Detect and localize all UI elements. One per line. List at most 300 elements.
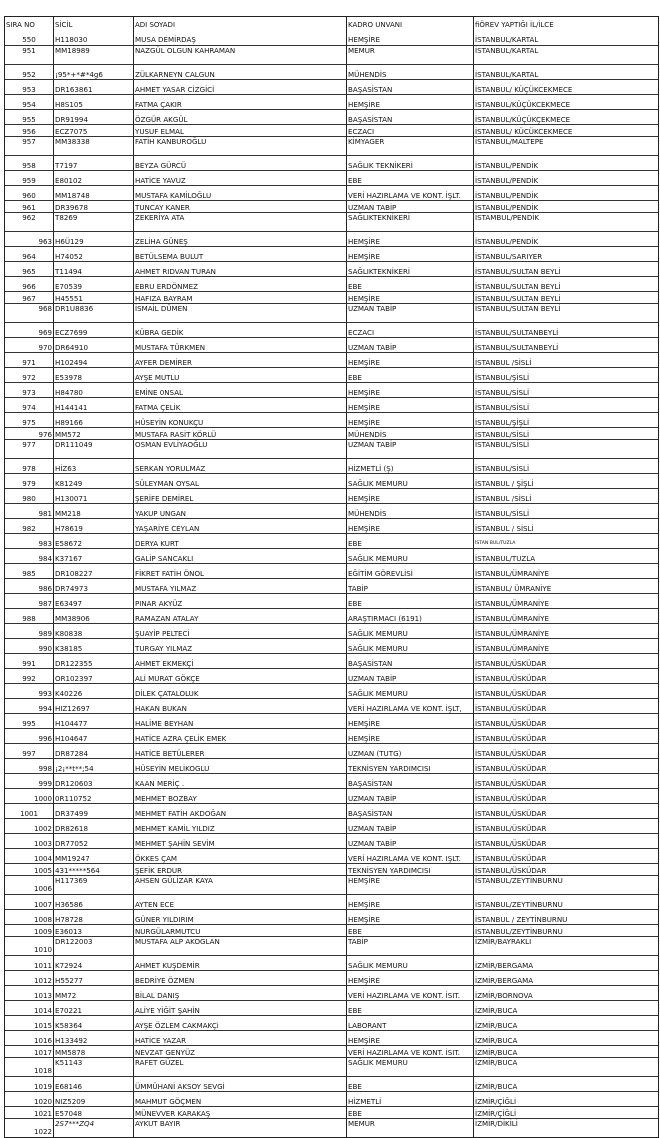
cell-kadro-unvani: UZMAN (TUTG) (346, 744, 473, 758)
cell-kadro-unvani: UZMAN TABİP (346, 338, 473, 352)
table-row (5, 1076, 658, 1091)
cell-sira-no: 976 (38, 430, 52, 439)
cell-gorev-yeri: İSTANBUL/ZEYTİNBURNU (473, 876, 658, 894)
table-row (5, 773, 658, 788)
table-row (5, 412, 658, 427)
cell-kadro-unvani: ARAŞTIRMACI (6191) (346, 609, 473, 623)
cell-sira-no: 994 (38, 704, 52, 713)
cell-gorev-yeri: İZMİR/BUCA (473, 1077, 658, 1091)
cell-sicil: H117369 (53, 876, 133, 894)
table-row (5, 833, 658, 848)
cell-sicil: MM18989 (53, 46, 133, 64)
cell-kadro-unvani: KİMYAGER (346, 137, 473, 155)
cell-gorev-yeri: İSTANBUL/ ÜMRANİYE (473, 579, 658, 593)
cell-sira-no: 954 (22, 100, 36, 109)
cell-sicil: MM38338 (53, 137, 133, 155)
cell-kadro-unvani: VERİ HAZIRLAMA VE KONT. İŞLT, (346, 699, 473, 713)
cell-kadro-unvani: UZMAN TABİP (346, 440, 473, 458)
cell-gorev-yeri: İSTANBUL/SULTAN BEYLİ (473, 277, 658, 291)
cell-sicil: H84780 (53, 383, 133, 397)
cell-kadro-unvani: VERİ HAZIRLAMA VE KONT. IŞLT. (346, 849, 473, 863)
table-row (5, 473, 658, 488)
table-row (5, 683, 658, 698)
cell-sira-no: 953 (22, 85, 36, 94)
table-row (5, 970, 658, 985)
cell-kadro-unvani: SAĞLIK MEMURU (346, 956, 473, 970)
cell-kadro-unvani: HİZMETLİ (346, 1092, 473, 1106)
cell-sira-no: 998 (38, 764, 52, 773)
cell-sicil: DR39678 (53, 201, 133, 212)
cell-gorev-yeri: İSTANBUL/ÜSKÜDAR (473, 669, 658, 683)
cell-gorev-yeri: İZMİR/BUCA (473, 1046, 658, 1057)
cell-sira-no: 964 (22, 252, 36, 261)
cell-gorev-yeri: İZMİR/BUCA (473, 1001, 658, 1015)
cell-adi-soyadi: ŞERİFE DEMİREL (133, 489, 346, 503)
cell-sira-no (5, 876, 53, 894)
cell-kadro-unvani: EBE (346, 1001, 473, 1015)
cell-kadro-unvani: HEMŞİRE (346, 383, 473, 397)
table-row (5, 788, 658, 803)
cell-adi-soyadi: ÖZGÜR AKGÜL (133, 110, 346, 124)
table-row (5, 322, 658, 337)
cell-gorev-yeri: İSTANBUL/MALTEPE (473, 137, 658, 155)
cell-gorev-yeri: İSTANBUL/SULTAN BEYLİ (473, 304, 658, 322)
cell-kadro-unvani: VERİ HAZIRLAMA VE KONT. İŞLT. (346, 186, 473, 200)
cell-gorev-yeri: İSTAN BUL/TUZLA (473, 534, 658, 548)
cell-adi-soyadi: AYTEN ECE (133, 895, 346, 909)
cell-adi-soyadi: FATMA ÇELİK (133, 398, 346, 412)
cell-gorev-yeri: İZMİR/BAYRAKLI (473, 937, 658, 955)
cell-gorev-yeri: İSTANBUL/SULTAN BEYLİ (473, 262, 658, 276)
cell-adi-soyadi: MEHMET KAMİL YILDIZ (133, 819, 346, 833)
cell-adi-soyadi: AHMET KUŞDEMİR (133, 956, 346, 970)
cell-gorev-yeri: İSTANBUL/ÜMRANİYE (473, 609, 658, 623)
cell-kadro-unvani: EBE (346, 594, 473, 608)
cell-gorev-yeri: İSTANBUL/ÜSKÜDAR (473, 804, 658, 818)
cell-kadro-unvani: HEMŞİRE (346, 398, 473, 412)
cell-adi-soyadi: MUSTAFA ALP AKOGLAN (133, 937, 346, 955)
cell-adi-soyadi: ŞEFİK ERDUR (133, 864, 346, 875)
cell-adi-soyadi: YAŞARİYE CEYLAN (133, 519, 346, 533)
cell-kadro-unvani: TEKNİSYEN YARDIMCISI (346, 759, 473, 773)
cell-kadro-unvani: HEMŞİRE (346, 489, 473, 503)
cell-gorev-yeri: İSTANBUL/SULTANBEYLİ (473, 323, 658, 337)
cell-adi-soyadi: İSMAİL DÜMEN (133, 304, 346, 322)
cell-sicil: E58672 (53, 534, 133, 548)
cell-kadro-unvani: SAĞLIK MEMURU (346, 549, 473, 563)
cell-sicil: K80838 (53, 624, 133, 638)
cell-gorev-yeri: İSTANBUL/SİSLİ (473, 428, 658, 439)
row-number: 1010 (33, 945, 52, 954)
cell-kadro-unvani: BAŞASİSTAN (346, 804, 473, 818)
cell-sira-no: 1003 (33, 839, 52, 848)
cell-sira-no: 971 (22, 358, 36, 367)
cell-kadro-unvani: HEMŞİRE (346, 1031, 473, 1045)
table-row (5, 533, 658, 548)
cell-sicil: MM18748 (53, 186, 133, 200)
cell-kadro-unvani: HEMŞİRE (346, 729, 473, 743)
cell-sicil: 431*****564 (53, 864, 133, 875)
cell-gorev-yeri: İZMİR/ÇİĞLİ (473, 1092, 658, 1106)
cell-adi-soyadi: AHMET EKMEKÇİ (133, 654, 346, 668)
cell-sira-no: 1007 (33, 900, 52, 909)
table-row (5, 848, 658, 863)
cell-sicil: K51143 (53, 1058, 133, 1076)
cell-adi-soyadi: OSMAN EVLİYAOĞLU (133, 440, 346, 458)
cell-sira-no: 960 (22, 191, 36, 200)
row-number: 1022 (33, 1127, 52, 1136)
table-row (5, 488, 658, 503)
cell-kadro-unvani: EBE (346, 534, 473, 548)
cell-sicil: H8S105 (53, 95, 133, 109)
cell-sicil: DR74973 (53, 579, 133, 593)
cell-gorev-yeri: İSTANBUL/SİSLİ (473, 383, 658, 397)
cell-adi-soyadi: BİLAL DANIŞ (133, 986, 346, 1000)
cell-sira-no: 1012 (33, 976, 52, 985)
cell-adi-soyadi: KÜBRA GEDİK (133, 323, 346, 337)
cell-sicil: MM19247 (53, 849, 133, 863)
cell-gorev-yeri: İSTANBUL/ÜSKÜDAR (473, 744, 658, 758)
table-row (5, 578, 658, 593)
table-row (5, 1045, 658, 1057)
table-row (5, 728, 658, 743)
cell-kadro-unvani: SAĞLIK MEMURU (346, 474, 473, 488)
cell-kadro-unvani: UZMAN TABİP (346, 819, 473, 833)
cell-sira-no: 1021 (33, 1109, 52, 1118)
cell-kadro-unvani: MÜHENDİS (346, 428, 473, 439)
cell-sira-no: 961 (22, 203, 36, 212)
cell-sicil: H104647 (53, 729, 133, 743)
cell-sira-no: 979 (22, 479, 36, 488)
table-row (5, 936, 658, 955)
cell-gorev-yeri: İSTANBUL/PENDİK (473, 156, 658, 170)
cell-gorev-yeri: İSTANBUL/PENDİK (473, 232, 658, 246)
cell-kadro-unvani: UZMAN TABİP (346, 304, 473, 322)
cell-sicil: K72924 (53, 956, 133, 970)
header-gorev-yeri: fiÖREV YAPTIĞI İL/İLCE (473, 17, 658, 33)
cell-kadro-unvani: SAĞLIKTEKNİKERİ (346, 213, 473, 231)
cell-adi-soyadi: DİLEK ÇATALOLUK (133, 684, 346, 698)
cell-gorev-yeri: İSTANBUL/TUZLA (473, 549, 658, 563)
cell-sicil: H78728 (53, 910, 133, 924)
table-body (5, 33, 658, 1137)
cell-sira-no: 1013 (33, 991, 52, 1000)
table-row (5, 246, 658, 261)
cell-gorev-yeri: İSTANBUL/SULTANBEYLİ (473, 338, 658, 352)
cell-kadro-unvani: TABİP (346, 937, 473, 955)
cell-kadro-unvani: TABİP (346, 579, 473, 593)
cell-gorev-yeri: İSTANBUL / SİSLİ (473, 519, 658, 533)
cell-adi-soyadi: DERYA KURT (133, 534, 346, 548)
cell-sira-no: 1019 (33, 1082, 52, 1091)
cell-sicil: T8269 (53, 213, 133, 231)
cell-gorev-yeri: İSTANBUL/ÜMRANİYE (473, 594, 658, 608)
cell-sicil: K37167 (53, 549, 133, 563)
cell-adi-soyadi: ALİ MURAT GÖKÇE (133, 669, 346, 683)
cell-sicil: H104477 (53, 714, 133, 728)
cell-sira-no: 955 (22, 115, 36, 124)
cell-gorev-yeri: İSTANBUL/KÜÇÜKÇEKMECE (473, 110, 658, 124)
cell-sicil: T7197 (53, 156, 133, 170)
cell-kadro-unvani: BAŞASİSTAN (346, 80, 473, 94)
cell-adi-soyadi: AHMET YASAR CİZGİCİ (133, 80, 346, 94)
cell-sicil: DR122003 (53, 937, 133, 955)
cell-sira-no: 975 (22, 418, 36, 427)
cell-sira-no: 970 (38, 343, 52, 352)
table-row (5, 1030, 658, 1045)
table-row (5, 503, 658, 518)
cell-adi-soyadi: AYKUT BAYIR (133, 1119, 346, 1137)
cell-kadro-unvani: SAĞLIK MEMURU (346, 639, 473, 653)
cell-sicil: DR64910 (53, 338, 133, 352)
cell-adi-soyadi: KAAN MERİÇ . (133, 774, 346, 788)
cell-adi-soyadi: BEYZA GÜRCÜ (133, 156, 346, 170)
cell-sicil: HİZ63 (53, 459, 133, 473)
cell-sicil: K38185 (53, 639, 133, 653)
cell-adi-soyadi: GÜNER YILDIRIM (133, 910, 346, 924)
cell-gorev-yeri: İSTANBUL/ÜSKÜDAR (473, 699, 658, 713)
cell-gorev-yeri: İZMİR/BERGAMA (473, 956, 658, 970)
cell-sira-no: 1000 (33, 794, 52, 803)
cell-kadro-unvani: EBE (346, 1107, 473, 1118)
cell-sicil: H133492 (53, 1031, 133, 1045)
cell-kadro-unvani: HİZMETLİ (Ş) (346, 459, 473, 473)
cell-sicil: H55277 (53, 971, 133, 985)
cell-kadro-unvani: BAŞASİSTAN (346, 110, 473, 124)
table-row (5, 668, 658, 683)
cell-kadro-unvani: LABORANT (346, 1016, 473, 1030)
cell-gorev-yeri: İSTANBUL/ÜSKÜDAR (473, 789, 658, 803)
table-row (5, 155, 658, 170)
cell-sicil: E53978 (53, 368, 133, 382)
cell-gorev-yeri: İSTANBUL/SARIYER (473, 247, 658, 261)
cell-adi-soyadi: NURGÜLARMUTCU (133, 925, 346, 936)
cell-sira-no: 957 (22, 137, 36, 146)
table-row (5, 875, 658, 894)
table-row (5, 291, 658, 303)
cell-sira-no: 991 (22, 659, 36, 668)
table-row (5, 743, 658, 758)
cell-adi-soyadi: MUSA DEMİRDAŞ (133, 33, 346, 45)
table-row (5, 185, 658, 200)
cell-sira-no: 986 (38, 584, 52, 593)
cell-adi-soyadi: ÖKKES ÇAM (133, 849, 346, 863)
table-row (5, 64, 658, 79)
cell-gorev-yeri: İSTANBUL/ÜMRANİYE (473, 624, 658, 638)
cell-sicil: E70221 (53, 1001, 133, 1015)
cell-sira-no (5, 1058, 53, 1076)
cell-sira-no: 550 (22, 35, 36, 44)
cell-sira-no: 992 (22, 674, 36, 683)
cell-adi-soyadi: TUNCAY KANER (133, 201, 346, 212)
table-row (5, 337, 658, 352)
cell-kadro-unvani: SAĞLIKTEKNİKERİ (346, 262, 473, 276)
cell-gorev-yeri: İSTANBUL/SİSLİ (473, 440, 658, 458)
cell-adi-soyadi: FİKRET FATİH ÖNOL (133, 564, 346, 578)
table-row (5, 1091, 658, 1106)
cell-sicil: DR122355 (53, 654, 133, 668)
cell-sicil: ECZ7075 (53, 125, 133, 136)
table-row (5, 985, 658, 1000)
cell-sira-no: 1002 (33, 824, 52, 833)
cell-sicil: H45551 (53, 292, 133, 303)
cell-kadro-unvani: HEMŞİRE (346, 876, 473, 894)
cell-kadro-unvani: UZMAN TABİP (346, 789, 473, 803)
cell-sicil: 0R110752 (53, 789, 133, 803)
cell-sira-no: 993 (38, 689, 52, 698)
cell-gorev-yeri: İZMİR/BUCA (473, 1016, 658, 1030)
table-row (5, 200, 658, 212)
cell-sicil: K58364 (53, 1016, 133, 1030)
cell-adi-soyadi: BEDRİYE ÖZMEN (133, 971, 346, 985)
cell-gorev-yeri: İSTANBUL/PENDİK (473, 171, 658, 185)
cell-sicil: NIZ5209 (53, 1092, 133, 1106)
table-row (5, 397, 658, 412)
cell-kadro-unvani: EBE (346, 171, 473, 185)
cell-adi-soyadi: MEHMET FATİH AKDOĞAN (133, 804, 346, 818)
cell-kadro-unvani: MÜHENDİS (346, 504, 473, 518)
personnel-table (4, 16, 659, 1138)
table-row (5, 1118, 658, 1137)
table-row (5, 638, 658, 653)
table-row (5, 803, 658, 818)
cell-adi-soyadi: RAFET GÜZEL (133, 1058, 346, 1076)
cell-adi-soyadi: FATİH KANBUROĞLU (133, 137, 346, 155)
cell-adi-soyadi: AYŞE MUTLU (133, 368, 346, 382)
cell-sira-no: 967 (22, 294, 36, 303)
cell-kadro-unvani: MEMUR (346, 1119, 473, 1137)
cell-sira-no (5, 1119, 53, 1137)
cell-adi-soyadi: HAKAN BUKAN (133, 699, 346, 713)
cell-kadro-unvani: SAĞLIK MEMURU (346, 684, 473, 698)
table-row (5, 382, 658, 397)
cell-gorev-yeri: İSTANBUL/ÜMRANİYE (473, 639, 658, 653)
table-row (5, 367, 658, 382)
cell-sira-no: 987 (38, 599, 52, 608)
table-row (5, 818, 658, 833)
cell-gorev-yeri: İSTANBUL/ŞİSLİ (473, 368, 658, 382)
table-row (5, 924, 658, 936)
cell-adi-soyadi: AYFER DEMİRER (133, 353, 346, 367)
table-row (5, 1057, 658, 1076)
header-sicil: SİCİL (53, 17, 133, 33)
cell-sicil: DR77052 (53, 834, 133, 848)
cell-sicil: OR102397 (53, 669, 133, 683)
cell-sicil: MM572 (53, 428, 133, 439)
cell-kadro-unvani: HEMŞİRE (346, 413, 473, 427)
table-row (5, 231, 658, 246)
cell-kadro-unvani: HEMŞİRE (346, 353, 473, 367)
cell-adi-soyadi: HATİCE YAVUZ (133, 171, 346, 185)
cell-gorev-yeri: İSTANBUL/ KÜÇÜKCEKMECE (473, 80, 658, 94)
cell-kadro-unvani: HEMŞİRE (346, 33, 473, 45)
cell-sicil: MM38906 (53, 609, 133, 623)
cell-sira-no: 978 (22, 464, 36, 473)
cell-sira-no: 1008 (33, 915, 52, 924)
header-kadro-unvani: KADRO UNVANI (346, 17, 473, 33)
row-number: 1006 (33, 884, 52, 893)
cell-sicil: DR82618 (53, 819, 133, 833)
cell-adi-soyadi: NEVZAT GENYÜZ (133, 1046, 346, 1057)
cell-sicil: H89166 (53, 413, 133, 427)
cell-kadro-unvani: BAŞASİSTAN (346, 654, 473, 668)
cell-sira-no: 1017 (33, 1048, 52, 1057)
cell-gorev-yeri: İSTANBUL /SİSLİ (473, 353, 658, 367)
cell-kadro-unvani: EĞİTİM GÖREVLİSİ (346, 564, 473, 578)
cell-gorev-yeri: İSTANBUL/PENDİK (473, 186, 658, 200)
cell-gorev-yeri: İSTANBUL/ÜSKÜDAR (473, 849, 658, 863)
cell-kadro-unvani: HEMŞİRE (346, 519, 473, 533)
cell-sicil: K81249 (53, 474, 133, 488)
cell-gorev-yeri: İSTANBUL/SİSLİ (473, 398, 658, 412)
table-row (5, 1015, 658, 1030)
table-header-row (5, 17, 658, 33)
cell-sira-no: 972 (22, 373, 36, 382)
cell-kadro-unvani: BAŞASİSTAN (346, 774, 473, 788)
table-row (5, 79, 658, 94)
cell-gorev-yeri: İZMİR/BUCA (473, 1058, 658, 1076)
cell-adi-soyadi: HATİCE AZRA ÇELİK EMEK (133, 729, 346, 743)
table-row (5, 955, 658, 970)
cell-sira-no: 951 (22, 46, 36, 55)
cell-gorev-yeri: İSTANBUL/ZEYTİNBURNU (473, 925, 658, 936)
cell-sicil: DR120603 (53, 774, 133, 788)
cell-adi-soyadi: AYŞE ÖZLEM CAKMAKÇi (133, 1016, 346, 1030)
cell-kadro-unvani: SAĞLIK MEMURU (346, 1058, 473, 1076)
cell-adi-soyadi: AHSEN GÜLİZAR KAYA (133, 876, 346, 894)
cell-sira-no: 1016 (33, 1036, 52, 1045)
cell-sicil: DR37499 (53, 804, 133, 818)
cell-sicil: DR1U8836 (53, 304, 133, 322)
cell-sira-no: 966 (22, 282, 36, 291)
cell-gorev-yeri: İZMİR/ÇİĞLİ (473, 1107, 658, 1118)
table-row (5, 1106, 658, 1118)
cell-adi-soyadi: MUSTAFA YILMAZ (133, 579, 346, 593)
table-row (5, 439, 658, 458)
cell-gorev-yeri: İSTANBUL/ÜSKÜDAR (473, 654, 658, 668)
table-row (5, 713, 658, 728)
cell-kadro-unvani: HEMŞİRE (346, 971, 473, 985)
cell-gorev-yeri: İSTANBUL/ÜSKÜDAR (473, 864, 658, 875)
cell-sicil: H144141 (53, 398, 133, 412)
cell-adi-soyadi: MEHMET BOZBAY (133, 789, 346, 803)
cell-sicil: MM5878 (53, 1046, 133, 1057)
cell-gorev-yeri: İSTANBUL/SULTAN BEYLİ (473, 292, 658, 303)
cell-adi-soyadi: HÜSEYİN KONUKÇU (133, 413, 346, 427)
cell-gorev-yeri: İSTANBUL /SİSLİ (473, 489, 658, 503)
table-row (5, 94, 658, 109)
cell-sicil: H6Ü129 (53, 232, 133, 246)
cell-sicil: E70539 (53, 277, 133, 291)
cell-sicil: K40226 (53, 684, 133, 698)
cell-kadro-unvani: SAĞLIK TEKNİKERİ (346, 156, 473, 170)
cell-sicil: DR108227 (53, 564, 133, 578)
cell-gorev-yeri: İZMİR/DİKİLİ (473, 1119, 658, 1137)
table-row (5, 909, 658, 924)
table-row (5, 276, 658, 291)
cell-gorev-yeri: İZMİR/BORNOVA (473, 986, 658, 1000)
cell-sira-no: 996 (38, 734, 52, 743)
cell-sicil: T11494 (53, 262, 133, 276)
cell-gorev-yeri: İSTANBUL/ÜMRANİYE (473, 564, 658, 578)
cell-adi-soyadi: ÜMMÜHANİ AKSOY SEVGİ (133, 1077, 346, 1091)
cell-sicil: ¡95*+*#*4g6 (53, 65, 133, 79)
cell-kadro-unvani: EBE (346, 925, 473, 936)
cell-kadro-unvani: EBE (346, 368, 473, 382)
cell-adi-soyadi: MUSTAFA KAMİLOĞLU (133, 186, 346, 200)
table-row (5, 261, 658, 276)
table-row (5, 863, 658, 875)
